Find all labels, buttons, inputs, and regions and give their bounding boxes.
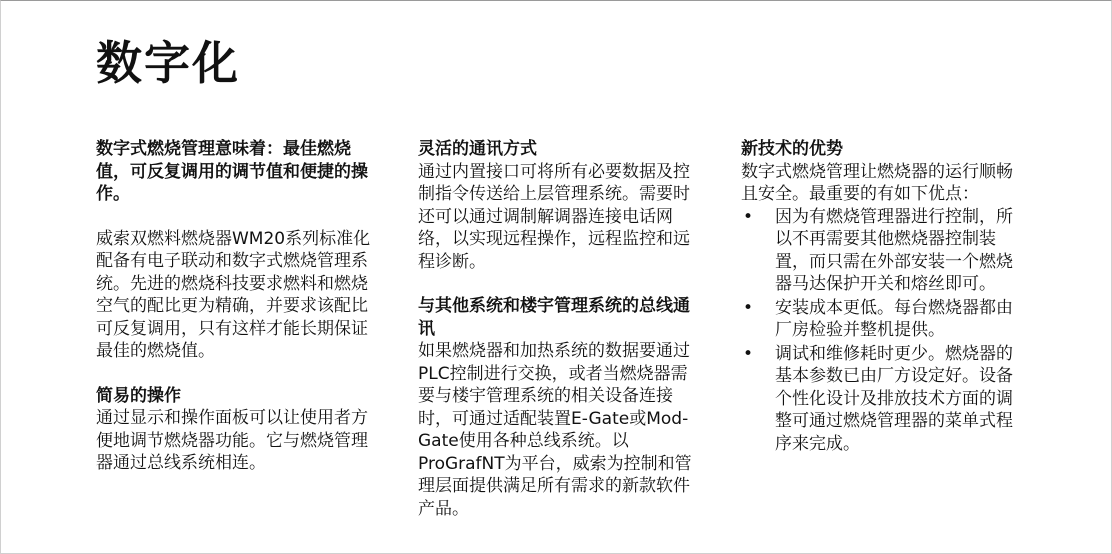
bullet-icon: • (743, 343, 754, 364)
bullet-icon: • (743, 206, 754, 227)
easy-operation-heading: 简易的操作 (96, 385, 181, 406)
bullet-icon: • (743, 297, 754, 318)
communication-heading: 灵活的通讯方式 (418, 139, 537, 159)
bus-communication-heading: 与其他系统和楼宇管理系统的总线通讯 (418, 296, 690, 339)
advantages-intro: 数字式燃烧管理让燃烧器的运行顺畅且安全。最重要的有如下优点： (741, 161, 1013, 204)
page-title: 数字化 (96, 36, 240, 90)
easy-operation-body: 通过显示和操作面板可以让使用者方便地调节燃烧器功能。它与燃烧管理器通过总线系统相连。 (96, 408, 368, 473)
communication-body: 通过内置接口可将所有必要数据及控制指令传送给上层管理系统。需要时还可以通过调制解调器连接电话网络，以实现远程操作，远程监控和远程诊断。 (418, 161, 690, 272)
column-right (741, 138, 1023, 456)
advantages-list (741, 206, 1023, 456)
list-item (741, 343, 1023, 456)
list-item-text: 安装成本更低。每台燃烧器都由厂房检验并整机提供。 (775, 297, 1013, 340)
intro-body: 威索双燃料燃烧器WM20系列标准化配备有电子联动和数字式燃烧管理系统。先进的燃烧科技要求燃料和燃烧空气的配比更为精确，并要求该配比可反复调用，只有这样才能长期保证最佳的燃烧值。 (96, 228, 371, 361)
advantages-heading: 新技术的优势 (741, 139, 843, 159)
list-item (741, 297, 1023, 342)
intro-heading: 数字式燃烧管理意味着：最佳燃烧值，可反复调用的调节值和便捷的操作。 (96, 139, 368, 204)
column-middle (418, 138, 700, 520)
list-item-text: 调试和维修耗时更少。燃烧器的基本参数已由厂方设定好。设备个性化设计及排放技术方面的调整可通过燃烧管理器的菜单式程序来完成。 (775, 343, 1013, 454)
column-left (96, 138, 378, 475)
list-item-text: 因为有燃烧管理器进行控制，所以不再需要其他燃烧器控制装置，而只需在外部安装一个燃烧器马达保护开关和熔丝即可。 (775, 206, 1013, 294)
list-item (741, 206, 1023, 296)
bus-communication-body: 如果燃烧器和加热系统的数据要通过PLC控制进行交换，或者当燃烧器需要与楼宇管理系统的相关设备连接时，可通过适配装置E-Gate或Mod-Gate使用各种总线系统。以ProGrafNT为平台，威索为控制和管理层面提供满足所有需求的新款软件产品。 (418, 341, 692, 519)
